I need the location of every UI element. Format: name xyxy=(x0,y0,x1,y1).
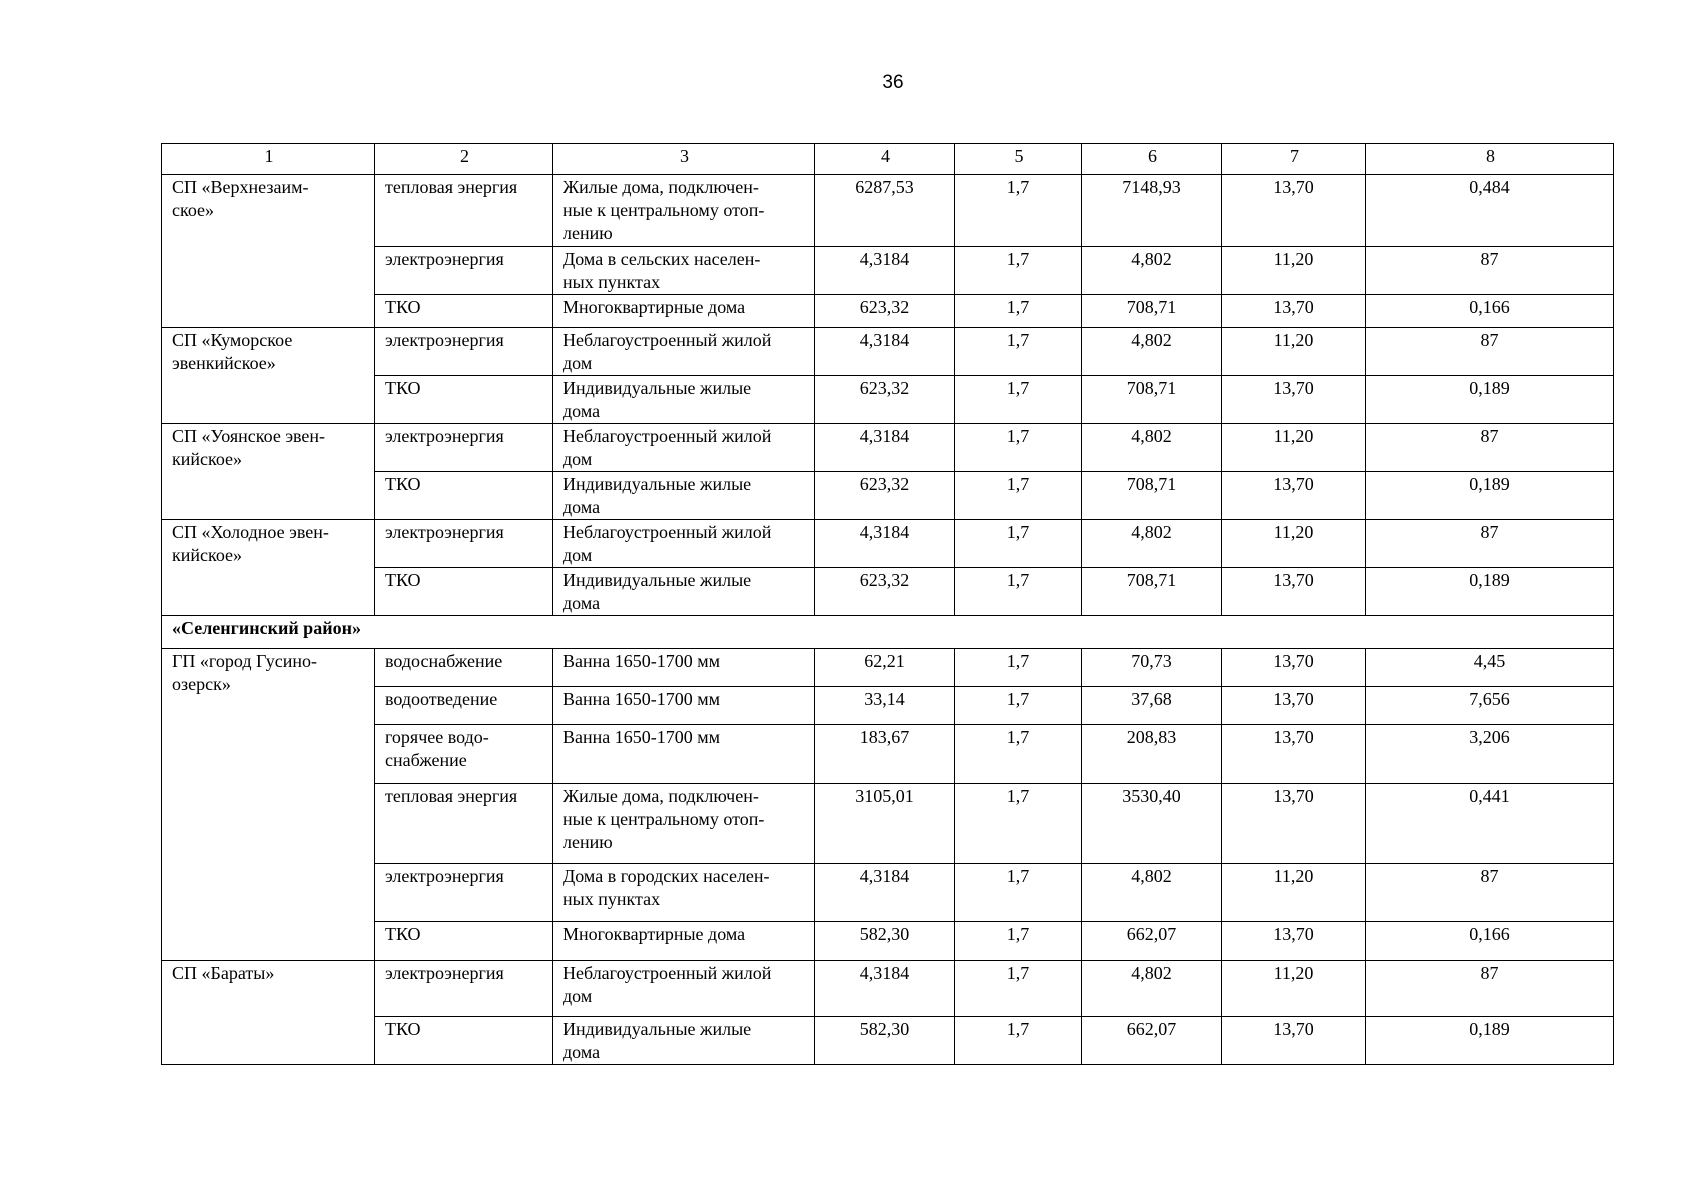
column-number: 2 xyxy=(375,144,553,175)
service-cell: ТКО xyxy=(375,472,553,520)
value-cell: 13,70 xyxy=(1222,1017,1366,1065)
value-cell: 1,7 xyxy=(955,922,1082,961)
category-cell: Неблагоустроенный жилой дом xyxy=(553,328,815,376)
column-number: 7 xyxy=(1222,144,1366,175)
value-cell: 1,7 xyxy=(955,247,1082,295)
value-cell: 1,7 xyxy=(955,1017,1082,1065)
category-cell: Дома в городских населен- ных пунктах xyxy=(553,864,815,922)
value-cell: 4,3184 xyxy=(815,961,955,1017)
category-cell: Ванна 1650-1700 мм xyxy=(553,687,815,725)
value-cell: 1,7 xyxy=(955,295,1082,328)
service-cell: ТКО xyxy=(375,568,553,616)
value-cell: 11,20 xyxy=(1222,247,1366,295)
value-cell: 1,7 xyxy=(955,376,1082,424)
value-cell: 11,20 xyxy=(1222,864,1366,922)
table-row xyxy=(162,725,1614,784)
value-cell: 70,73 xyxy=(1082,649,1222,687)
category-cell: Жилые дома, подключен- ные к центральному отоп- лению xyxy=(553,784,815,864)
settlement-name: СП «Куморское эвенкийское» xyxy=(162,328,375,424)
value-cell: 13,70 xyxy=(1222,922,1366,961)
table-row xyxy=(162,376,1614,424)
service-cell: электроэнергия xyxy=(375,424,553,472)
service-cell: ТКО xyxy=(375,1017,553,1065)
column-number: 5 xyxy=(955,144,1082,175)
value-cell: 13,70 xyxy=(1222,725,1366,784)
value-cell: 1,7 xyxy=(955,568,1082,616)
table-row xyxy=(162,1017,1614,1065)
category-cell: Ванна 1650-1700 мм xyxy=(553,725,815,784)
value-cell: 33,14 xyxy=(815,687,955,725)
value-cell: 7148,93 xyxy=(1082,175,1222,247)
column-number: 4 xyxy=(815,144,955,175)
value-cell: 4,3184 xyxy=(815,864,955,922)
value-cell: 0,189 xyxy=(1366,472,1614,520)
table-row xyxy=(162,687,1614,725)
value-cell: 0,166 xyxy=(1366,922,1614,961)
table-row xyxy=(162,175,1614,247)
value-cell: 13,70 xyxy=(1222,687,1366,725)
column-number: 1 xyxy=(162,144,375,175)
service-cell: тепловая энергия xyxy=(375,175,553,247)
value-cell: 13,70 xyxy=(1222,175,1366,247)
settlement-name: ГП «город Гусино- озерск» xyxy=(162,649,375,961)
value-cell: 623,32 xyxy=(815,472,955,520)
value-cell: 0,189 xyxy=(1366,568,1614,616)
table-row xyxy=(162,295,1614,328)
service-cell: ТКО xyxy=(375,376,553,424)
value-cell: 1,7 xyxy=(955,424,1082,472)
category-cell: Ванна 1650-1700 мм xyxy=(553,649,815,687)
table-row xyxy=(162,784,1614,864)
category-cell: Индивидуальные жилые дома xyxy=(553,1017,815,1065)
value-cell: 3105,01 xyxy=(815,784,955,864)
value-cell: 623,32 xyxy=(815,376,955,424)
value-cell: 0,166 xyxy=(1366,295,1614,328)
value-cell: 1,7 xyxy=(955,864,1082,922)
table-row xyxy=(162,520,1614,568)
service-cell: электроэнергия xyxy=(375,520,553,568)
value-cell: 708,71 xyxy=(1082,472,1222,520)
category-cell: Многоквартирные дома xyxy=(553,295,815,328)
value-cell: 37,68 xyxy=(1082,687,1222,725)
value-cell: 4,802 xyxy=(1082,961,1222,1017)
service-cell: горячее водо- снабжение xyxy=(375,725,553,784)
category-cell: Индивидуальные жилые дома xyxy=(553,472,815,520)
table-row xyxy=(162,328,1614,376)
value-cell: 708,71 xyxy=(1082,376,1222,424)
value-cell: 1,7 xyxy=(955,472,1082,520)
settlement-name: СП «Бараты» xyxy=(162,961,375,1065)
value-cell: 6287,53 xyxy=(815,175,955,247)
value-cell: 623,32 xyxy=(815,295,955,328)
value-cell: 4,45 xyxy=(1366,649,1614,687)
page-number: 36 xyxy=(882,72,904,93)
value-cell: 11,20 xyxy=(1222,961,1366,1017)
value-cell: 208,83 xyxy=(1082,725,1222,784)
value-cell: 662,07 xyxy=(1082,1017,1222,1065)
value-cell: 87 xyxy=(1366,961,1614,1017)
value-cell: 13,70 xyxy=(1222,472,1366,520)
value-cell: 4,3184 xyxy=(815,247,955,295)
category-cell: Дома в сельских населен- ных пунктах xyxy=(553,247,815,295)
value-cell: 4,802 xyxy=(1082,247,1222,295)
section-row xyxy=(162,616,1614,649)
value-cell: 708,71 xyxy=(1082,295,1222,328)
value-cell: 0,189 xyxy=(1366,1017,1614,1065)
value-cell: 1,7 xyxy=(955,725,1082,784)
value-cell: 4,3184 xyxy=(815,424,955,472)
table-row xyxy=(162,922,1614,961)
value-cell: 1,7 xyxy=(955,520,1082,568)
value-cell: 0,441 xyxy=(1366,784,1614,864)
settlement-name: СП «Уоянское эвен- кийское» xyxy=(162,424,375,520)
service-cell: электроэнергия xyxy=(375,328,553,376)
value-cell: 1,7 xyxy=(955,175,1082,247)
service-cell: водоснабжение xyxy=(375,649,553,687)
value-cell: 11,20 xyxy=(1222,424,1366,472)
value-cell: 4,802 xyxy=(1082,864,1222,922)
value-cell: 0,189 xyxy=(1366,376,1614,424)
value-cell: 582,30 xyxy=(815,1017,955,1065)
value-cell: 62,21 xyxy=(815,649,955,687)
service-cell: электроэнергия xyxy=(375,864,553,922)
settlement-name: СП «Верхнезаим- ское» xyxy=(162,175,375,328)
table-row xyxy=(162,864,1614,922)
value-cell: 1,7 xyxy=(955,961,1082,1017)
value-cell: 1,7 xyxy=(955,649,1082,687)
service-cell: водоотведение xyxy=(375,687,553,725)
value-cell: 3530,40 xyxy=(1082,784,1222,864)
column-number-row xyxy=(162,144,1614,175)
column-number: 6 xyxy=(1082,144,1222,175)
value-cell: 7,656 xyxy=(1366,687,1614,725)
value-cell: 87 xyxy=(1366,424,1614,472)
service-cell: тепловая энергия xyxy=(375,784,553,864)
value-cell: 708,71 xyxy=(1082,568,1222,616)
value-cell: 87 xyxy=(1366,328,1614,376)
service-cell: ТКО xyxy=(375,295,553,328)
value-cell: 4,802 xyxy=(1082,424,1222,472)
value-cell: 4,802 xyxy=(1082,328,1222,376)
table-row xyxy=(162,247,1614,295)
table-row xyxy=(162,472,1614,520)
category-cell: Жилые дома, подключен- ные к центральному отоп- лению xyxy=(553,175,815,247)
settlement-name: СП «Холодное эвен- кийское» xyxy=(162,520,375,616)
value-cell: 1,7 xyxy=(955,687,1082,725)
category-cell: Многоквартирные дома xyxy=(553,922,815,961)
value-cell: 4,3184 xyxy=(815,520,955,568)
value-cell: 13,70 xyxy=(1222,568,1366,616)
column-number: 3 xyxy=(553,144,815,175)
value-cell: 4,3184 xyxy=(815,328,955,376)
value-cell: 87 xyxy=(1366,520,1614,568)
service-cell: электроэнергия xyxy=(375,961,553,1017)
table-row xyxy=(162,961,1614,1017)
value-cell: 1,7 xyxy=(955,784,1082,864)
value-cell: 87 xyxy=(1366,247,1614,295)
value-cell: 3,206 xyxy=(1366,725,1614,784)
value-cell: 1,7 xyxy=(955,328,1082,376)
tariff-table xyxy=(161,143,1614,1065)
category-cell: Неблагоустроенный жилой дом xyxy=(553,520,815,568)
category-cell: Неблагоустроенный жилой дом xyxy=(553,424,815,472)
value-cell: 582,30 xyxy=(815,922,955,961)
value-cell: 87 xyxy=(1366,864,1614,922)
table-row xyxy=(162,568,1614,616)
category-cell: Неблагоустроенный жилой дом xyxy=(553,961,815,1017)
category-cell: Индивидуальные жилые дома xyxy=(553,568,815,616)
value-cell: 13,70 xyxy=(1222,649,1366,687)
table-row xyxy=(162,424,1614,472)
table-row xyxy=(162,649,1614,687)
category-cell: Индивидуальные жилые дома xyxy=(553,376,815,424)
service-cell: ТКО xyxy=(375,922,553,961)
value-cell: 11,20 xyxy=(1222,520,1366,568)
section-heading: «Селенгинский район» xyxy=(162,616,1614,649)
value-cell: 623,32 xyxy=(815,568,955,616)
value-cell: 0,484 xyxy=(1366,175,1614,247)
value-cell: 13,70 xyxy=(1222,295,1366,328)
value-cell: 183,67 xyxy=(815,725,955,784)
service-cell: электроэнергия xyxy=(375,247,553,295)
column-number: 8 xyxy=(1366,144,1614,175)
value-cell: 4,802 xyxy=(1082,520,1222,568)
value-cell: 13,70 xyxy=(1222,784,1366,864)
value-cell: 11,20 xyxy=(1222,328,1366,376)
value-cell: 662,07 xyxy=(1082,922,1222,961)
value-cell: 13,70 xyxy=(1222,376,1366,424)
